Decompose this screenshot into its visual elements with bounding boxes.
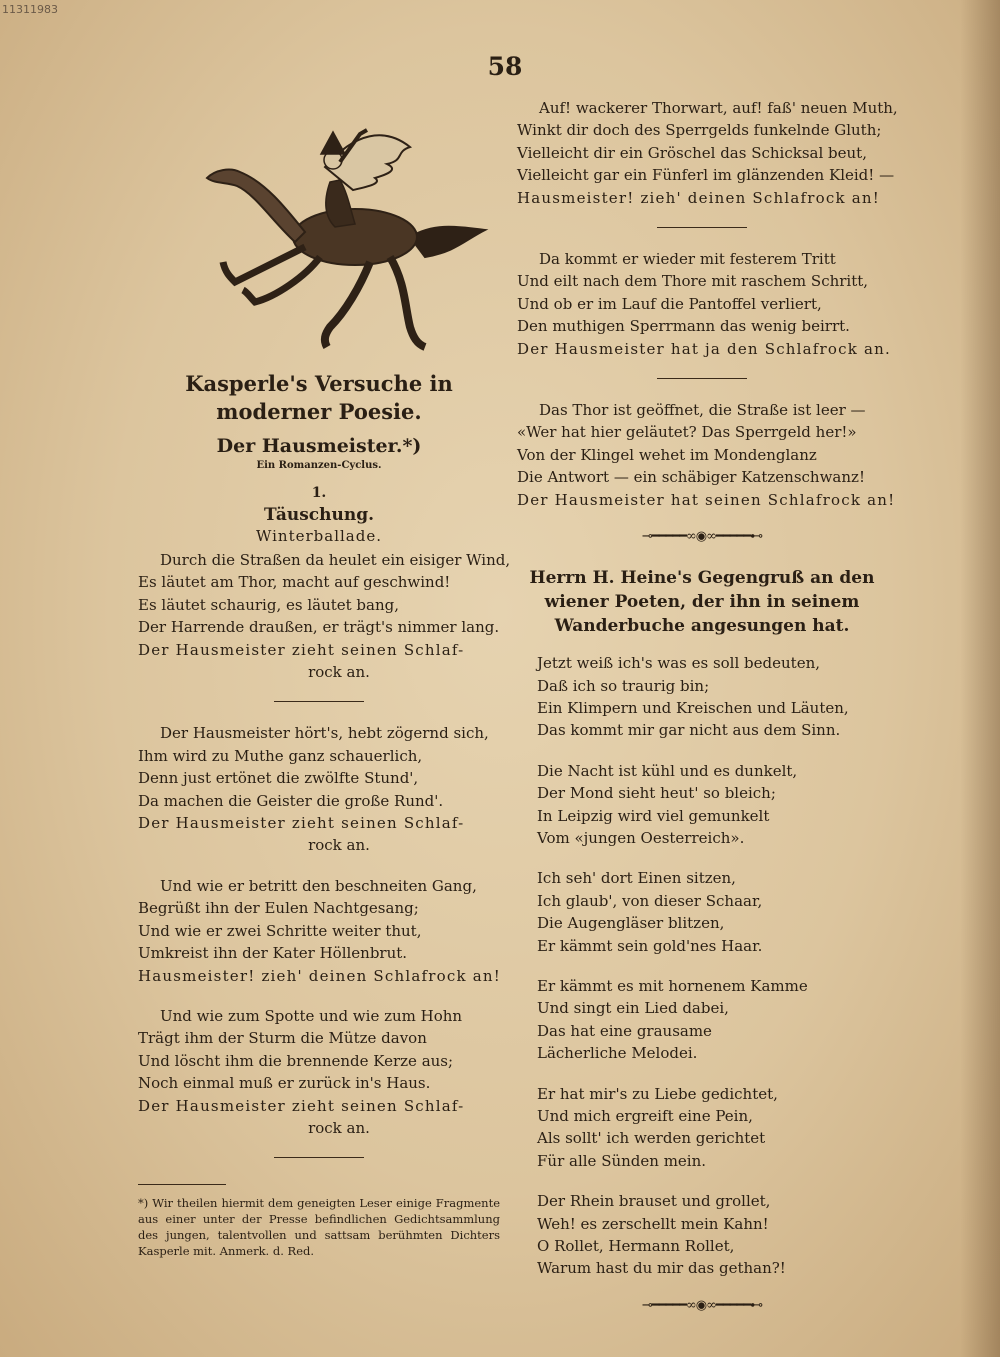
verse-line: Auf! wackerer Thorwart, auf! faß' neuen Muth,: [539, 99, 898, 117]
poem-cycle-title: Der Hausmeister.*): [216, 435, 422, 457]
verse-line: Und eilt nach dem Thore mit raschem Schritt,: [517, 272, 869, 291]
article-title: Kasperle's Versuche in moderner Poesie.: [185, 371, 453, 424]
stanza: [138, 1005, 500, 1139]
footnote-rule: [138, 1184, 226, 1185]
heine-poem-title: Herrn H. Heine's Gegengruß an den wiener Poeten, der ihn in seinem Wanderbuche angesungen hat.: [529, 568, 875, 637]
horse-neck: [207, 170, 305, 242]
verse-line: Und löscht ihm die brennende Kerze aus;: [138, 1051, 454, 1070]
verse-line: Die Nacht ist kühl und es dunkelt,: [537, 761, 798, 780]
verse-line: Das Thor ist geöffnet, die Straße ist leer —: [539, 401, 866, 420]
horse-front-leg-2: [243, 257, 320, 302]
stanza: [517, 1190, 887, 1280]
horse-hind-leg-2: [325, 262, 370, 347]
verse-line: O Rollet, Hermann Rollet,: [537, 1237, 735, 1256]
verse-line: Der Mond sieht heut' so bleich;: [537, 784, 776, 803]
verse-line: Es läutet am Thor, macht auf geschwind!: [138, 573, 451, 592]
verse-line: Der Rhein brauset und grollet,: [537, 1192, 771, 1211]
section-end-rule: [274, 1157, 364, 1158]
verse-line: Der Hausmeister hört's, hebt zögernd sich,: [160, 724, 489, 743]
verse-line: Die Augengläser blitzen,: [537, 914, 725, 933]
verse-line: Da kommt er wieder mit festerem Tritt: [539, 250, 836, 269]
page-number: 58: [487, 52, 523, 81]
verse-line: Von der Klingel wehet im Mondenglanz: [517, 445, 817, 464]
verse-line: Und singt ein Lied dabei,: [537, 999, 729, 1018]
verse-line: Und ob er im Lauf die Pantoffel verliert,: [517, 294, 822, 313]
verse-line: Warum hast du mir das gethan?!: [537, 1259, 786, 1278]
horse-hind-leg: [390, 257, 425, 347]
stanza: [517, 760, 887, 850]
verse-line: Ihm wird zu Muthe ganz schauerlich,: [138, 746, 423, 765]
refrain-line: Der Hausmeister zieht seinen Schlaf-: [138, 1096, 465, 1115]
left-column: [138, 370, 511, 1259]
refrain-line: Der Hausmeister zieht seinen Schlaf-: [138, 640, 465, 659]
verse-line: Und wie er zwei Schritte weiter thut,: [138, 921, 422, 940]
verse-line: Und wie er betritt den beschneiten Gang,: [160, 876, 477, 895]
verse-line: Der Harrende draußen, er trägt's nimmer lang.: [138, 618, 500, 637]
binding-shadow: [960, 0, 1000, 1357]
verse-line: Er kämmt es mit hornenem Kamme: [537, 976, 808, 995]
verse-line: Vielleicht gar ein Fünferl im glänzenden Kleid! —: [517, 166, 895, 185]
verse-line: Daß ich so traurig bin;: [537, 676, 710, 695]
refrain-line-tail: rock an.: [308, 1118, 370, 1137]
stanza: [517, 975, 887, 1065]
section-numeral: 1.: [311, 485, 327, 501]
stanza: [138, 549, 511, 683]
verse-line: Das kommt mir gar nicht aus dem Sinn.: [537, 721, 841, 740]
verse-line: Als sollt' ich werden gerichtet: [537, 1129, 766, 1148]
verse-line: Ich glaub', von dieser Schaar,: [537, 891, 763, 910]
refrain-line: Hausmeister! zieh' deinen Schlafrock an!: [517, 188, 880, 207]
verse-line: Ich seh' dort Einen sitzen,: [537, 869, 736, 888]
stanza: [517, 399, 896, 511]
verse-line: Begrüßt ihn der Eulen Nachtgesang;: [138, 899, 419, 918]
verse-line: Da machen die Geister die große Rund'.: [138, 791, 444, 810]
verse-line: In Leipzig wird viel gemunkelt: [537, 806, 770, 825]
stanza-divider: [657, 378, 747, 379]
footnote: *) Wir theilen hiermit dem geneigten Leser einige Fragmente aus einer unter der Presse befindlichen Gedichtsammlung des jungen, talentvollen und sattsam berühmten Dichters Kasperle mit. Anmerk. d. Red.: [138, 1196, 500, 1259]
stanza-divider: [274, 701, 364, 702]
verse-line: «Wer hat hier geläutet? Das Sperrgeld her!»: [517, 423, 857, 442]
verse-line: Vielleicht dir ein Gröschel das Schicksal beut,: [517, 143, 867, 162]
refrain-line: Der Hausmeister hat seinen Schlafrock an!: [517, 490, 896, 509]
verse-line: Lächerliche Melodei.: [537, 1044, 698, 1063]
verse-line: Jetzt weiß ich's was es soll bedeuten,: [537, 654, 821, 673]
verse-line: Es läutet schaurig, es läutet bang,: [138, 595, 400, 614]
stanza: [138, 875, 500, 987]
horse-tail: [410, 227, 485, 257]
refrain-line: Der Hausmeister zieht seinen Schlaf-: [138, 814, 465, 833]
verse-line: Er hat mir's zu Liebe gedichtet,: [537, 1084, 778, 1103]
verse-line: Ein Klimpern und Kreischen und Läuten,: [537, 698, 849, 717]
verse-line: Das hat eine grausame: [537, 1021, 712, 1040]
horse-body: [293, 209, 417, 265]
verse-line: Durch die Straßen da heulet ein eisiger Wind,: [160, 551, 511, 569]
stanza: [517, 1083, 887, 1173]
verse-line: Umkreist ihn der Kater Höllenbrut.: [138, 944, 408, 963]
stanza: [517, 652, 887, 742]
verse-line: Noch einmal muß er zurück in's Haus.: [138, 1074, 431, 1093]
verse-line: Und mich ergreift eine Pein,: [537, 1107, 753, 1125]
stanza: [517, 867, 887, 957]
refrain-line-tail: rock an.: [308, 663, 370, 682]
verse-line: Trägt ihm der Sturm die Mütze davon: [138, 1029, 427, 1048]
ballad-label: Winterballade.: [255, 527, 383, 545]
archive-stamp: 11311983: [2, 3, 58, 16]
end-ornament: ⊸━━━━━∞◉∞━━━━━⊷: [641, 1297, 763, 1313]
winged-horse-rider-illustration: [155, 112, 490, 367]
stanza: [517, 248, 891, 360]
poem-title: Täuschung.: [263, 505, 375, 525]
rider-hat: [321, 132, 345, 154]
verse-line: Denn just ertönet die zwölfte Stund',: [138, 769, 419, 788]
verse-line: Für alle Sünden mein.: [537, 1151, 707, 1170]
cycle-label: Ein Romanzen-Cyclus.: [256, 460, 382, 471]
verse-line: Er kämmt sein gold'nes Haar.: [537, 936, 763, 955]
right-column: [517, 97, 898, 1335]
verse-line: Den muthigen Sperrmann das wenig beirrt.: [517, 317, 850, 336]
refrain-line-tail: rock an.: [308, 836, 370, 855]
stanza-divider: [657, 227, 747, 228]
stanza: [517, 97, 898, 209]
verse-line: Und wie zum Spotte und wie zum Hohn: [160, 1006, 463, 1025]
horse-front-leg: [223, 247, 305, 282]
verse-line: Weh! es zerschellt mein Kahn!: [537, 1214, 769, 1233]
verse-line: Winkt dir doch des Sperrgelds funkelnde Gluth;: [517, 121, 882, 140]
refrain-line: Hausmeister! zieh' deinen Schlafrock an!: [138, 966, 501, 985]
verse-line: Vom «jungen Oesterreich».: [537, 828, 745, 847]
stanza: [138, 722, 500, 856]
verse-line: Die Antwort — ein schäbiger Katzenschwanz!: [517, 468, 865, 487]
ornament-divider: ⊸━━━━━∞◉∞━━━━━⊷: [641, 529, 763, 545]
refrain-line: Der Hausmeister hat ja den Schlafrock an.: [517, 339, 891, 358]
